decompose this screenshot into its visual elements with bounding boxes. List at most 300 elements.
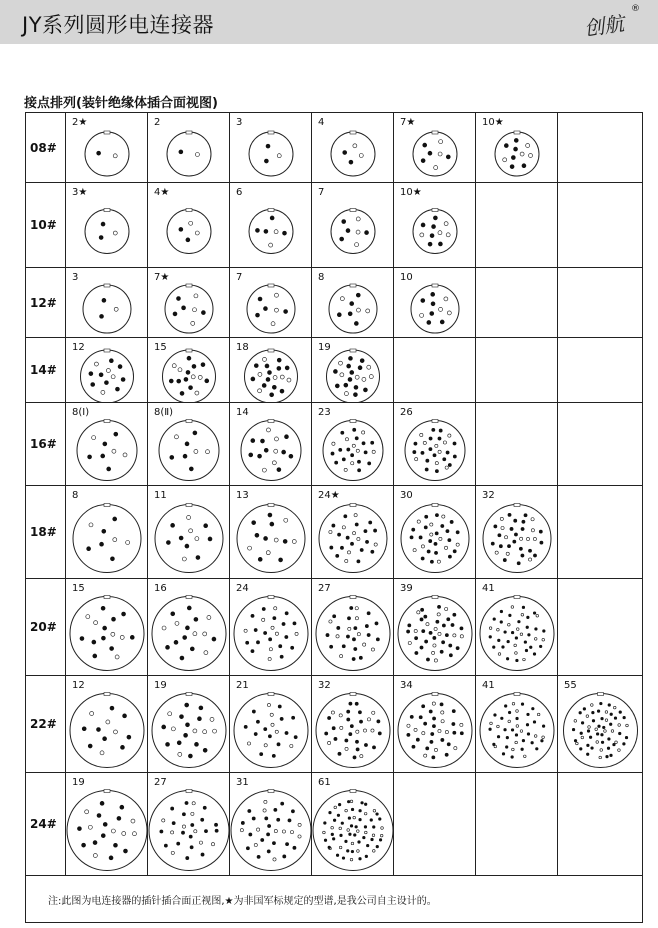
contact-pin bbox=[255, 228, 259, 232]
contact-pin bbox=[196, 556, 200, 560]
contact-pin bbox=[266, 551, 270, 555]
contact-pin bbox=[111, 829, 115, 833]
contact-pin bbox=[520, 730, 523, 733]
contact-pin bbox=[508, 720, 511, 723]
contact-pin bbox=[527, 733, 530, 736]
contact-pin bbox=[264, 631, 267, 634]
contact-pin bbox=[343, 151, 347, 155]
contact-pin bbox=[346, 850, 349, 853]
contact-pin bbox=[520, 633, 523, 636]
contact-pin bbox=[268, 824, 271, 827]
keyway-notch bbox=[104, 790, 110, 793]
contact-pin bbox=[420, 433, 423, 436]
contact-pin bbox=[274, 808, 277, 811]
contact-pin bbox=[345, 438, 348, 441]
contact-pin bbox=[192, 364, 196, 368]
contact-pin bbox=[266, 144, 270, 148]
contact-pin bbox=[160, 830, 163, 833]
contact-pin bbox=[447, 618, 450, 621]
contact-pin bbox=[353, 393, 357, 397]
contact-pin bbox=[284, 435, 288, 439]
shell-size-label: 14# bbox=[26, 338, 66, 403]
contact-pin bbox=[408, 624, 411, 627]
contact-pin bbox=[94, 362, 98, 366]
contact-pin bbox=[359, 656, 362, 659]
contact-pin bbox=[349, 833, 352, 836]
contact-count-label: 7 bbox=[318, 187, 325, 198]
contact-pin bbox=[173, 312, 177, 316]
contact-pin bbox=[340, 373, 344, 377]
contact-pin bbox=[515, 741, 518, 744]
contact-pin bbox=[282, 450, 286, 454]
contact-pin bbox=[364, 743, 367, 746]
contact-pin bbox=[251, 439, 255, 443]
contact-pin bbox=[178, 752, 182, 756]
contact-pin bbox=[341, 822, 344, 825]
contact-pin bbox=[189, 529, 193, 533]
contact-pin bbox=[370, 819, 373, 822]
contact-pin bbox=[292, 716, 295, 719]
contact-pin bbox=[422, 732, 425, 735]
contact-pin bbox=[118, 365, 122, 369]
grid-row bbox=[26, 268, 643, 338]
contact-pin bbox=[523, 658, 526, 661]
contact-pin bbox=[251, 614, 254, 617]
contact-pin bbox=[414, 629, 417, 632]
empty-cell bbox=[476, 338, 558, 403]
contact-layout-cell bbox=[230, 676, 312, 773]
contact-pin bbox=[185, 703, 189, 707]
insert-outline bbox=[85, 210, 129, 254]
contact-pin bbox=[574, 720, 577, 723]
contact-pin bbox=[272, 842, 275, 845]
contact-pin bbox=[508, 711, 511, 714]
contact-pin bbox=[264, 744, 267, 747]
contact-pin bbox=[360, 755, 363, 758]
contact-pin bbox=[203, 748, 207, 752]
keyway-notch bbox=[186, 131, 192, 134]
contact-pin bbox=[172, 364, 176, 368]
contact-pin bbox=[103, 626, 107, 630]
contact-count-label: 15 bbox=[154, 342, 167, 353]
contact-count-label: 3★ bbox=[72, 187, 88, 198]
contact-pin bbox=[607, 747, 610, 750]
contact-pin bbox=[516, 710, 519, 713]
contact-pin bbox=[329, 620, 332, 623]
contact-pin bbox=[367, 718, 370, 721]
contact-pin bbox=[438, 231, 442, 235]
contact-pin bbox=[280, 655, 283, 658]
contact-pin bbox=[271, 626, 274, 629]
shell-size-label: 18# bbox=[26, 486, 66, 579]
contact-pin bbox=[446, 233, 450, 237]
contact-pin bbox=[195, 231, 199, 235]
contact-pin bbox=[443, 441, 446, 444]
contact-pin bbox=[342, 645, 345, 648]
contact-pin bbox=[355, 702, 358, 705]
contact-pin bbox=[442, 624, 445, 627]
contact-pin bbox=[421, 545, 424, 548]
contact-count-label: 2 bbox=[154, 117, 161, 128]
contact-pin bbox=[516, 628, 519, 631]
contact-pin bbox=[195, 153, 199, 157]
keyway-notch bbox=[186, 420, 192, 423]
contact-pin bbox=[256, 828, 259, 831]
contact-pin bbox=[364, 826, 367, 829]
contact-pin bbox=[281, 802, 284, 805]
contact-pin bbox=[340, 297, 344, 301]
contact-pin bbox=[619, 711, 622, 714]
contact-pin bbox=[521, 527, 524, 530]
contact-count-label: 61 bbox=[318, 777, 331, 788]
contact-pin bbox=[507, 544, 510, 547]
contact-layout-cell bbox=[148, 773, 230, 876]
contact-pin bbox=[241, 821, 244, 824]
contact-pin bbox=[504, 144, 508, 148]
contact-pin bbox=[453, 634, 456, 637]
contact-pin bbox=[252, 521, 256, 525]
contact-pin bbox=[526, 537, 529, 540]
contact-pin bbox=[588, 726, 591, 729]
contact-pin bbox=[254, 628, 257, 631]
contact-pin bbox=[100, 542, 104, 546]
insert-outline bbox=[77, 421, 137, 481]
contact-pin bbox=[331, 833, 334, 836]
contact-pin bbox=[363, 729, 366, 732]
contact-pin bbox=[431, 732, 434, 735]
contact-pin bbox=[453, 731, 456, 734]
insert-outline bbox=[155, 505, 223, 573]
contact-pin bbox=[528, 634, 531, 637]
contact-pin bbox=[186, 370, 190, 374]
contact-pin bbox=[130, 635, 134, 639]
contact-pin bbox=[268, 735, 271, 738]
contact-pin bbox=[437, 613, 440, 616]
contact-pin bbox=[430, 234, 434, 238]
contact-pin bbox=[489, 728, 492, 731]
contact-pin bbox=[207, 615, 211, 619]
contact-pin bbox=[430, 533, 433, 536]
contact-layout-cell bbox=[476, 676, 558, 773]
contact-pin bbox=[332, 524, 335, 527]
contact-pin bbox=[352, 657, 355, 660]
contact-pin bbox=[350, 858, 353, 861]
keyway-notch bbox=[268, 596, 274, 599]
contact-pin bbox=[517, 562, 520, 565]
contact-pin bbox=[356, 748, 359, 751]
contact-pin bbox=[103, 822, 107, 826]
contact-pin bbox=[123, 453, 127, 457]
contact-pin bbox=[294, 736, 297, 739]
contact-pin bbox=[203, 730, 207, 734]
contact-pin bbox=[426, 459, 429, 462]
contact-pin bbox=[356, 449, 359, 452]
contact-pin bbox=[596, 741, 599, 744]
contact-pin bbox=[543, 630, 546, 633]
contact-pin bbox=[355, 740, 358, 743]
contact-layout-cell bbox=[230, 113, 312, 183]
contact-pin bbox=[448, 434, 451, 437]
contact-pin bbox=[510, 527, 513, 530]
contact-pin bbox=[516, 659, 519, 662]
contact-pin bbox=[514, 533, 517, 536]
contact-pin bbox=[447, 743, 450, 746]
contact-pin bbox=[194, 294, 198, 298]
contact-pin bbox=[439, 140, 443, 144]
contact-pin bbox=[111, 375, 115, 379]
contact-pin bbox=[107, 467, 111, 471]
contact-pin bbox=[351, 808, 354, 811]
contact-pin bbox=[193, 308, 197, 312]
contact-pin bbox=[453, 550, 456, 553]
contact-pin bbox=[262, 607, 265, 610]
contact-pin bbox=[417, 611, 420, 614]
contact-pin bbox=[429, 539, 432, 542]
contact-pin bbox=[533, 721, 536, 724]
contact-pin bbox=[324, 822, 327, 825]
contact-layout-cell bbox=[394, 579, 476, 676]
contact-pin bbox=[355, 523, 358, 526]
contact-pin bbox=[248, 546, 252, 550]
contact-pin bbox=[285, 612, 288, 615]
keyway-notch bbox=[104, 420, 110, 423]
contact-pin bbox=[199, 841, 202, 844]
contact-pin bbox=[355, 243, 359, 247]
contact-pin bbox=[521, 748, 524, 751]
contact-pin bbox=[102, 529, 106, 533]
contact-pin bbox=[106, 720, 110, 724]
contact-pin bbox=[503, 558, 506, 561]
contact-pin bbox=[420, 233, 424, 237]
contact-pin bbox=[528, 549, 531, 552]
contact-pin bbox=[432, 702, 435, 705]
keyway-notch bbox=[350, 790, 356, 793]
insert-outline bbox=[70, 597, 144, 671]
contact-pin bbox=[357, 633, 360, 636]
contact-pin bbox=[269, 638, 272, 641]
contact-pin bbox=[507, 640, 510, 643]
contact-pin bbox=[93, 841, 97, 845]
contact-pin bbox=[347, 800, 350, 803]
contact-pin bbox=[168, 712, 172, 716]
contact-count-label: 55 bbox=[564, 680, 577, 691]
contact-pin bbox=[279, 558, 283, 562]
contact-pin bbox=[275, 632, 278, 635]
contact-pin bbox=[373, 850, 376, 853]
contact-pin bbox=[337, 313, 341, 317]
contact-pin bbox=[415, 458, 418, 461]
contact-pin bbox=[352, 638, 355, 641]
contact-pin bbox=[534, 735, 537, 738]
empty-cell bbox=[558, 486, 643, 579]
contact-pin bbox=[185, 801, 188, 804]
contact-pin bbox=[350, 370, 354, 374]
contact-pin bbox=[345, 809, 348, 812]
contact-pin bbox=[261, 838, 264, 841]
contact-pin bbox=[285, 635, 288, 638]
contact-pin bbox=[89, 372, 93, 376]
contact-pin bbox=[267, 850, 270, 853]
contact-pin bbox=[113, 231, 117, 235]
contact-pin bbox=[438, 437, 441, 440]
contact-pin bbox=[166, 742, 170, 746]
contact-pin bbox=[183, 636, 187, 640]
contact-pin bbox=[362, 377, 366, 381]
shell-size-label: 10# bbox=[26, 183, 66, 268]
contact-pin bbox=[366, 844, 369, 847]
contact-pin bbox=[533, 653, 536, 656]
contact-pin bbox=[515, 652, 518, 655]
contact-pin bbox=[114, 307, 118, 311]
contact-pin bbox=[179, 227, 183, 231]
contact-pin bbox=[506, 657, 509, 660]
contact-layout-cell bbox=[394, 113, 476, 183]
contact-pin bbox=[407, 630, 410, 633]
contact-pin bbox=[351, 842, 354, 845]
contact-pin bbox=[358, 711, 361, 714]
contact-pin bbox=[359, 818, 362, 821]
contact-count-label: 10★ bbox=[482, 117, 504, 128]
contact-pin bbox=[362, 431, 365, 434]
contact-pin bbox=[420, 313, 424, 317]
contact-pin bbox=[323, 831, 326, 834]
contact-layout-cell bbox=[148, 183, 230, 268]
contact-pin bbox=[508, 513, 511, 516]
contact-pin bbox=[189, 386, 193, 390]
contact-pin bbox=[177, 379, 181, 383]
contact-pin bbox=[425, 640, 428, 643]
contact-pin bbox=[252, 817, 255, 820]
shell-size-label: 22# bbox=[26, 676, 66, 773]
contact-pin bbox=[177, 842, 180, 845]
contact-pin bbox=[597, 710, 600, 713]
contact-layout-cell bbox=[312, 676, 394, 773]
contact-pin bbox=[364, 812, 367, 815]
contact-pin bbox=[438, 632, 441, 635]
contact-pin bbox=[512, 702, 515, 705]
contact-pin bbox=[347, 551, 350, 554]
contact-pin bbox=[446, 451, 449, 454]
contact-pin bbox=[506, 552, 509, 555]
contact-layout-cell bbox=[230, 579, 312, 676]
contact-pin bbox=[421, 223, 425, 227]
contact-pin bbox=[277, 743, 280, 746]
keyway-notch bbox=[432, 284, 438, 287]
contact-pin bbox=[204, 524, 208, 528]
contact-layout-cell bbox=[66, 268, 148, 338]
contact-pin bbox=[182, 557, 186, 561]
empty-cell bbox=[558, 338, 643, 403]
contact-arrangement-table bbox=[25, 112, 642, 911]
contact-pin bbox=[185, 626, 189, 630]
keyway-notch bbox=[104, 209, 110, 212]
contact-pin bbox=[120, 745, 124, 749]
contact-pin bbox=[431, 651, 434, 654]
contact-pin bbox=[274, 607, 277, 610]
contact-pin bbox=[521, 703, 524, 706]
contact-pin bbox=[372, 746, 375, 749]
contact-pin bbox=[255, 533, 259, 537]
contact-pin bbox=[270, 393, 274, 397]
contact-pin bbox=[599, 756, 602, 759]
contact-pin bbox=[419, 536, 422, 539]
empty-cell bbox=[558, 773, 643, 876]
contact-pin bbox=[422, 705, 425, 708]
contact-pin bbox=[364, 803, 367, 806]
contact-pin bbox=[96, 728, 100, 732]
contact-pin bbox=[265, 364, 269, 368]
contact-pin bbox=[340, 726, 343, 729]
contact-pin bbox=[494, 714, 497, 717]
contact-pin bbox=[579, 748, 582, 751]
contact-pin bbox=[353, 428, 356, 431]
contact-pin bbox=[441, 524, 444, 527]
contact-pin bbox=[431, 292, 435, 296]
contact-pin bbox=[434, 659, 437, 662]
contact-pin bbox=[445, 753, 448, 756]
shell-size-label: 08# bbox=[26, 113, 66, 183]
contact-pin bbox=[356, 217, 360, 221]
contact-pin bbox=[430, 523, 433, 526]
contact-count-label: 32 bbox=[318, 680, 331, 691]
contact-pin bbox=[193, 729, 197, 733]
contact-pin bbox=[254, 843, 257, 846]
contact-pin bbox=[347, 448, 350, 451]
contact-pin bbox=[325, 732, 328, 735]
contact-pin bbox=[240, 829, 243, 832]
contact-pin bbox=[171, 807, 174, 810]
contact-pin bbox=[460, 627, 463, 630]
contact-pin bbox=[529, 154, 533, 158]
contact-pin bbox=[626, 724, 629, 727]
contact-pin bbox=[274, 449, 278, 453]
keyway-notch bbox=[514, 693, 520, 696]
contact-pin bbox=[440, 703, 443, 706]
contact-pin bbox=[497, 639, 500, 642]
contact-pin bbox=[595, 728, 598, 731]
contact-layout-cell bbox=[230, 268, 312, 338]
contact-pin bbox=[326, 633, 329, 636]
contact-pin bbox=[123, 849, 127, 853]
contact-pin bbox=[170, 455, 174, 459]
contact-pin bbox=[336, 554, 339, 557]
contact-pin bbox=[539, 530, 542, 533]
contact-pin bbox=[91, 383, 95, 387]
contact-pin bbox=[581, 736, 584, 739]
contact-layout-cell bbox=[476, 113, 558, 183]
contact-pin bbox=[354, 321, 358, 325]
contact-pin bbox=[97, 151, 101, 155]
contact-pin bbox=[262, 357, 266, 361]
contact-pin bbox=[187, 515, 191, 519]
insert-outline bbox=[83, 285, 131, 333]
contact-pin bbox=[109, 856, 113, 860]
contact-pin bbox=[284, 310, 288, 314]
contact-pin bbox=[285, 366, 289, 370]
grid-row bbox=[26, 773, 643, 876]
contact-pin bbox=[284, 518, 288, 522]
insert-outline bbox=[249, 132, 293, 176]
contact-pin bbox=[446, 155, 450, 159]
contact-pin bbox=[178, 368, 182, 372]
contact-count-label: 4 bbox=[318, 117, 325, 128]
contact-pin bbox=[608, 738, 611, 741]
contact-pin bbox=[291, 810, 294, 813]
keyway-notch bbox=[186, 596, 192, 599]
contact-pin bbox=[540, 541, 543, 544]
contact-count-label: 27 bbox=[318, 583, 331, 594]
contact-pin bbox=[337, 814, 340, 817]
